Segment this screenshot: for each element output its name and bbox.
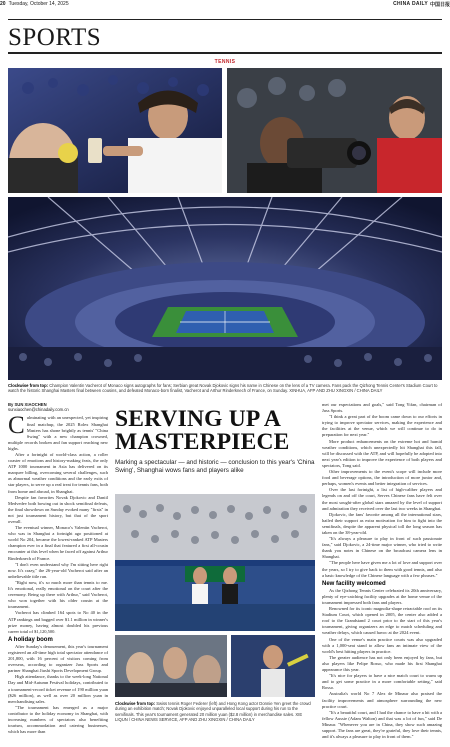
paragraph: "I think a great part of the boom came down to our efforts in trying to improve spectator services, making the experience and the facilities at the venue, which we will continue to do in preparation for next year." <box>322 414 442 438</box>
paragraph: Despite fan favorites Novak Djokovic and Daniil Medvedev both bowing out in shock semifinal defeats, the final showdown on Sunday evoked many "firsts" in not just tournament history, but that of the sport overall. <box>8 494 108 524</box>
paragraph: Australia's world No 7 Alex de Minaur also praised the facility improvements and atmosphere surrounding the new practice court. <box>322 691 442 709</box>
section-rule <box>8 52 442 54</box>
article-column-1 <box>8 402 108 735</box>
paragraph: Vacherot has climbed 164 spots to No 40 in the ATP rankings and bagged over $1.1 million in winner's prize money, having almost doubled his previous career total of $1,120,500. <box>8 610 108 634</box>
paragraph: met our expectations and goals," said Tong Yifan, chairman of Juss Sports. <box>322 402 442 414</box>
article-column-2 <box>322 402 442 740</box>
paragraph: Djokovic, the fans' favorite among all the international stars, hailed their support as extra motivation for him to fight into the semifinals, despite the apparent physical toll the long season has taken on the 38-year-old. <box>322 511 442 535</box>
photo-fans-cheering <box>115 635 227 697</box>
headline: SERVING UP A MASTERPIECE <box>115 406 290 455</box>
bottom-caption-text: Swiss tennis Roger Federer (left) and Hong Kong actor Donnie Yen greet the crowd during an exhibition match; Novak Djokovic enjoyed unparalleled local support during his run to the semifinals. This year's tournament generated 20 million yuan ($2.8 million) in merchandise sales. XIE LIQUN / CHINA NEWS SERVICE, AFP AND ZHU XINGXIN / CHINA DAILY <box>115 701 311 722</box>
page-number: 20 <box>0 1 6 7</box>
paragraph: "Right now, it's so much more than tennis to me. It's emotional, really emotional on the court after the ceremony. Being up there with Arthur," said Vacherot, who won together with his older cousin at the tournament. <box>8 579 108 610</box>
bottom-photo-caption <box>115 701 315 722</box>
top-photo-caption <box>8 383 442 394</box>
paragraph: High attendance, thanks to the week-long National Day and Mid-Autumn Festival holidays, contributed to a tournament-record ticket revenue of 190 million yuan ($26 million), as well as over 20 million yuan in merchandising sales. <box>8 674 108 704</box>
paragraph: Other improvements to the event's scope will include more food and beverage options, the introduction of more junior and, perhaps, women's events and better integration of services. <box>322 469 442 487</box>
page-header <box>0 0 450 10</box>
page-date-line <box>0 1 69 7</box>
paragraph: ulminating with an unexpected, yet inspiring final matchup, the 2025 Rolex Shanghai Masters has shone brightly as tennis' "China Swing" with a new champion crowned, multiple records broken and fan support reaching new highs. <box>8 415 108 451</box>
subhead-new-facility: New facility welcomed <box>322 580 386 587</box>
issue-date: Tuesday, October 14, 2025 <box>8 1 69 7</box>
publication-name: CHINA DAILY <box>393 1 428 7</box>
photo-djokovic-camera <box>227 68 442 193</box>
paragraph: "It's always a pleasure to play in front of such passionate fans," said Djokovic, a 24-time major winner, who tried to write thank you notes in Chinese on the broadcast camera lens in Shanghai. <box>322 536 442 560</box>
paragraph: "It's nice for players to have a nice match court to warm up and to get some practice in a more comfortable setting," said Rosso. <box>322 673 442 691</box>
byline-name: By SUN XIAOCHEN <box>8 402 47 407</box>
byline-email: sunxiaochen@chinadaily.com.cn <box>8 407 69 413</box>
paragraph: After Sunday's denouement, this year's tournament registered an all-time high total spectator attendance of 201,800, with 16 percent of visitors coming from overseas, according to organizer Juss Sports and partner Shanghai Jiushi Sports Development Group. <box>8 643 108 674</box>
paragraph: After a fortnight of world-class action, a roller coaster of emotions and history-making feats, the only ATP 1000 tournament in Asia has delivered on its marquee billing, overcoming several challenges, such as abnormal weather conditions and the early exits of star players, to serve up a real treat for tennis fans, both from home and abroad, in Shanghai. <box>8 451 108 494</box>
subhead-holiday-boom: A holiday boom <box>8 636 53 643</box>
paragraph: "The tournament has emerged as a major contributor to the holiday economy in Shanghai, with increasing numbers of spectators also benefiting tourism, accommodation and catering businesses, which has more than <box>8 704 108 735</box>
paragraph: One of the venue's main practice courts was also upgraded with a 1,000-seat stand to allow fans an intimate view of the world's best hitting players in practice. <box>322 636 442 654</box>
paragraph: "I don't even understand why I'm sitting here right now. It's crazy," the 26-year-old Vacherot said after an unbelievable title run. <box>8 561 108 579</box>
section-kicker: TENNIS <box>214 59 236 65</box>
photo-vacherot-autographs <box>8 68 222 193</box>
photo-djokovic-match <box>231 635 315 697</box>
paragraph: "It's a beautiful court, and I had the chance to have a hit with a fellow Aussie (Adam Walton) and that was a lot of fun," said De Minaur. "Whenever you are in China, they show such amazing support. The fans are great, they're grateful, they love their tennis, and it's always a pleasure to play in front of them." <box>322 709 442 740</box>
header-rule <box>8 19 442 20</box>
section-title: SPORTS <box>8 24 102 51</box>
top-caption-text: Champion Valentin Vacherot of Monaco signs autographs for fans; Serbian great Novak Djokovic signs his name in Chinese on the lens of a TV camera. Fans pack the Qizhong Tennis Center's Stadium Court to watch the historic Shanghai Masters final between cousins, and defeated Monaco-born finalist, Vacherot and Arthur Rinderknech of France, on Sunday. XINHUA, AFP AND ZHU XINGXIN / CHINA DAILY <box>8 383 438 394</box>
paragraph: As the Qizhong Tennis Center celebrated its 20th anniversary, plenty of eye-catching facility upgrades at the home venue of the tournament impressed both fans and players. <box>322 587 442 605</box>
headline-deck: Marking a spectacular — and historic — conclusion to this year's 'China Swing', Shanghai wows fans and players alike <box>115 459 315 475</box>
top-caption-lead: Clockwise from top: <box>8 383 49 388</box>
paragraph: Renowned for its iconic magnolia-shape retractable roof on its Stadium Court, which opened in 2005, the center also added a roof to the Grandstand 2 court prior to the start of this year's tournament, giving organizers an edge to match scheduling and weather delays, which caused havoc at the 2024 event. <box>322 606 442 636</box>
photo-stadium-court <box>8 197 442 380</box>
paragraph: The greater audience has not only been enjoyed by fans, but also players like Felipe Rosso, who made his first Shanghai appearance this year. <box>322 654 442 673</box>
publication-chinese-name: 中国日报 <box>429 2 450 8</box>
byline <box>8 402 108 412</box>
paragraph: "The people here have given me a lot of love and support over the years, so I try to give back to them with good tennis, and also a basic knowledge of the Chinese language with a few phrases." <box>322 560 442 578</box>
paragraph: The eventual winner, Monaco's Valentin Vacherot, who was in Shanghai a fortnight ago positioned at world No 204, became the lowest-ranked ATP Masters champion ever in a final that featured a first all-cousin encounter at this level when he faced off against Arthur Rinderknech of France. <box>8 525 108 561</box>
paragraph: Over the last fortnight, a list of high-caliber players and legends on and off the court, Serves Chinese fans have felt over the most sought-after global stars amazed by the level of support and admiration they received over the last two weeks in Shanghai. <box>322 487 442 511</box>
paragraph: More product enhancements on the extreme hot and humid weather conditions, which unexpectedly hit Shanghai this fall, will be discussed with the ATP, and will hopefully be adopted into next year's edition to improve the experience of both players and spectators, Tong said. <box>322 438 442 468</box>
photo-exhibition-crowd <box>115 494 315 631</box>
drop-cap: C <box>8 412 25 440</box>
bottom-caption-lead: Clockwise from top: <box>115 701 156 706</box>
